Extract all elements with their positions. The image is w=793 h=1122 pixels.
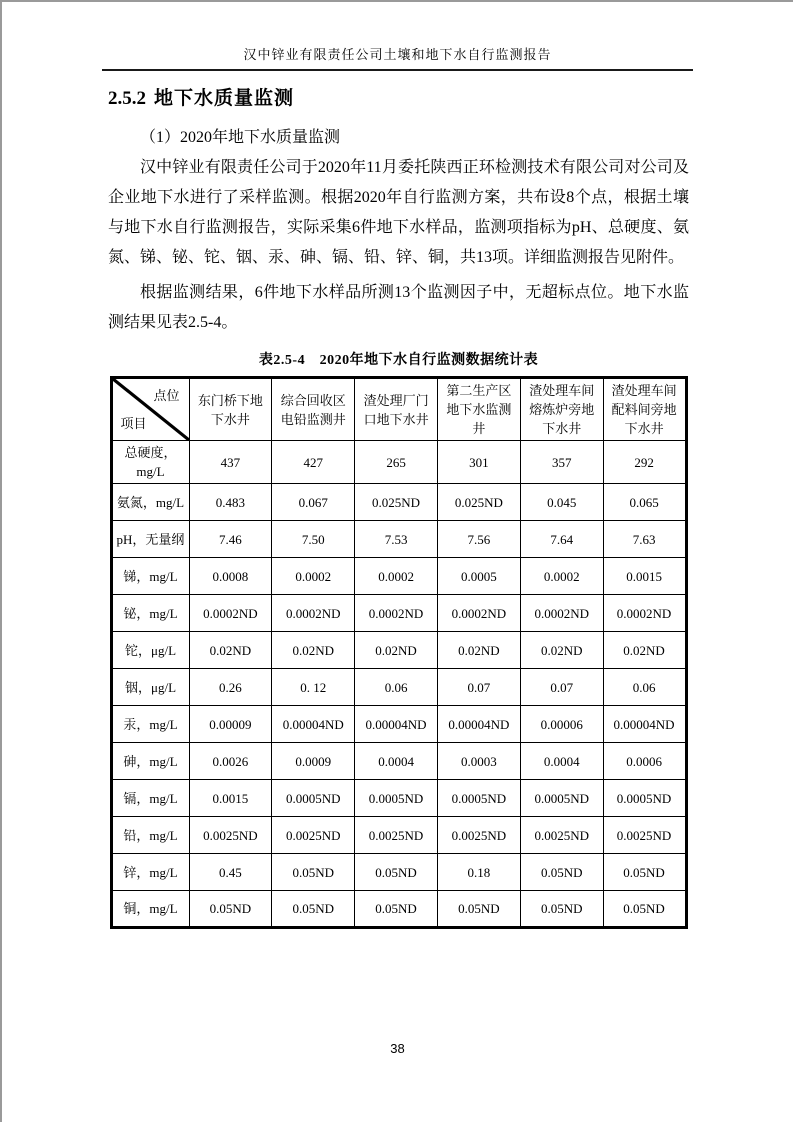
corner-label-point: 点位 xyxy=(153,388,180,403)
data-cell: 7.63 xyxy=(603,521,686,558)
data-cell: 0.00006 xyxy=(520,706,603,743)
table-row xyxy=(111,632,686,669)
data-cell: 0.0025ND xyxy=(189,817,272,854)
data-cell: 0.0002ND xyxy=(355,595,438,632)
data-cell: 0.02ND xyxy=(437,632,520,669)
column-header: 东门桥下地下水井 xyxy=(189,378,272,441)
row-label: 铅，mg/L xyxy=(111,817,189,854)
data-cell: 0.02ND xyxy=(272,632,355,669)
page-number: 38 xyxy=(390,1041,405,1056)
monitoring-table xyxy=(110,376,688,929)
paragraph-2: 根据监测结果，6件地下水样品所测13个监测因子中，无超标点位。地下水监测结果见表2.5-4。 xyxy=(108,284,689,331)
data-cell: 0.0008 xyxy=(189,558,272,595)
table-row xyxy=(111,817,686,854)
data-cell: 0.0026 xyxy=(189,743,272,780)
row-label: 铜，mg/L xyxy=(111,891,189,928)
data-cell: 0.05ND xyxy=(520,854,603,891)
data-cell: 0.02ND xyxy=(355,632,438,669)
data-cell: 0.02ND xyxy=(520,632,603,669)
data-cell: 0. 12 xyxy=(272,669,355,706)
data-cell: 0.05ND xyxy=(272,891,355,928)
corner-cell xyxy=(111,378,189,441)
section-heading xyxy=(108,86,689,112)
table-caption: 表2.5-4 2020年地下水自行监测数据统计表 xyxy=(258,353,539,368)
document-body xyxy=(2,86,793,929)
section-number: 2.5.2 xyxy=(108,88,146,109)
data-cell: 0.07 xyxy=(437,669,520,706)
row-label: 总硬度，mg/L xyxy=(111,441,189,484)
data-cell: 0.0002ND xyxy=(520,595,603,632)
data-cell: 0.00004ND xyxy=(437,706,520,743)
table-row xyxy=(111,706,686,743)
page-header-title: 汉中锌业有限责任公司土壤和地下水自行监测报告 xyxy=(243,47,552,62)
corner-label-item: 项目 xyxy=(120,416,147,431)
table-row xyxy=(111,441,686,484)
data-cell: 0.0025ND xyxy=(272,817,355,854)
row-label: 铋，mg/L xyxy=(111,595,189,632)
section-title: 地下水质量监测 xyxy=(154,88,295,109)
table-row xyxy=(111,743,686,780)
data-cell: 0.0025ND xyxy=(437,817,520,854)
data-cell: 0.02ND xyxy=(603,632,686,669)
data-cell: 0.0002ND xyxy=(272,595,355,632)
data-cell: 0.0005ND xyxy=(355,780,438,817)
data-cell: 0.0002 xyxy=(272,558,355,595)
data-cell: 301 xyxy=(437,441,520,484)
row-label: 铊，μg/L xyxy=(111,632,189,669)
data-cell: 0.483 xyxy=(189,484,272,521)
column-header: 第二生产区地下水监测井 xyxy=(437,378,520,441)
data-cell: 0.0004 xyxy=(355,743,438,780)
data-cell: 0.02ND xyxy=(189,632,272,669)
data-cell: 0.00004ND xyxy=(603,706,686,743)
data-cell: 7.50 xyxy=(272,521,355,558)
data-cell: 0.067 xyxy=(272,484,355,521)
data-cell: 357 xyxy=(520,441,603,484)
table-header-row xyxy=(111,378,686,441)
data-cell: 0.0005ND xyxy=(520,780,603,817)
data-cell: 7.64 xyxy=(520,521,603,558)
data-cell: 0.025ND xyxy=(355,484,438,521)
data-cell: 0.05ND xyxy=(355,891,438,928)
data-cell: 0.0002ND xyxy=(437,595,520,632)
data-cell: 0.045 xyxy=(520,484,603,521)
row-label: 砷，mg/L xyxy=(111,743,189,780)
table-row xyxy=(111,669,686,706)
table-row xyxy=(111,595,686,632)
data-cell: 0.0005 xyxy=(437,558,520,595)
table-row xyxy=(111,558,686,595)
data-cell: 0.05ND xyxy=(355,854,438,891)
data-cell: 7.46 xyxy=(189,521,272,558)
data-cell: 0.0006 xyxy=(603,743,686,780)
data-cell: 0.0015 xyxy=(189,780,272,817)
table-row xyxy=(111,891,686,928)
table-row xyxy=(111,780,686,817)
data-cell: 0.0009 xyxy=(272,743,355,780)
data-cell: 0.05ND xyxy=(189,891,272,928)
data-cell: 0.18 xyxy=(437,854,520,891)
data-cell: 0.07 xyxy=(520,669,603,706)
data-cell: 0.05ND xyxy=(272,854,355,891)
data-cell: 0.05ND xyxy=(603,891,686,928)
data-cell: 292 xyxy=(603,441,686,484)
data-cell: 0.0004 xyxy=(520,743,603,780)
row-label: 汞，mg/L xyxy=(111,706,189,743)
table-row xyxy=(111,521,686,558)
data-cell: 0.065 xyxy=(603,484,686,521)
data-cell: 0.05ND xyxy=(520,891,603,928)
data-cell: 0.45 xyxy=(189,854,272,891)
data-cell: 427 xyxy=(272,441,355,484)
row-label: 镉，mg/L xyxy=(111,780,189,817)
paragraph-1: 汉中锌业有限责任公司于2020年11月委托陕西正环检测技术有限公司对公司及企业地下水进行了采样监测。根据2020年自行监测方案，共布设8个点，根据土壤与地下水自行监测报告，实际采集6件地下水样品，监测项指标为pH、总硬度、氨氮、锑、铋、铊、铟、汞、砷、镉、铅、锌、铜，共13项。详细监测报告见附件。 xyxy=(108,159,689,266)
data-cell: 7.56 xyxy=(437,521,520,558)
data-cell: 0.00009 xyxy=(189,706,272,743)
data-cell: 0.00004ND xyxy=(272,706,355,743)
row-label: 锌，mg/L xyxy=(111,854,189,891)
data-cell: 0.05ND xyxy=(437,891,520,928)
data-cell: 437 xyxy=(189,441,272,484)
data-cell: 265 xyxy=(355,441,438,484)
data-cell: 7.53 xyxy=(355,521,438,558)
row-label: pH，无量纲 xyxy=(111,521,189,558)
data-cell: 0.0002ND xyxy=(189,595,272,632)
data-cell: 0.0025ND xyxy=(355,817,438,854)
data-cell: 0.05ND xyxy=(603,854,686,891)
data-cell: 0.0002ND xyxy=(603,595,686,632)
data-cell: 0.0002 xyxy=(355,558,438,595)
column-header: 渣处理车间熔炼炉旁地下水井 xyxy=(520,378,603,441)
data-cell: 0.0003 xyxy=(437,743,520,780)
data-cell: 0.06 xyxy=(355,669,438,706)
table-row xyxy=(111,484,686,521)
column-header: 渣处理厂门口地下水井 xyxy=(355,378,438,441)
subsection-heading: （1）2020年地下水质量监测 xyxy=(140,129,341,146)
data-cell: 0.0005ND xyxy=(437,780,520,817)
data-cell: 0.0015 xyxy=(603,558,686,595)
data-cell: 0.025ND xyxy=(437,484,520,521)
data-cell: 0.0025ND xyxy=(520,817,603,854)
row-label: 氨氮，mg/L xyxy=(111,484,189,521)
row-label: 锑，mg/L xyxy=(111,558,189,595)
column-header: 综合回收区电铅监测井 xyxy=(272,378,355,441)
data-cell: 0.0005ND xyxy=(272,780,355,817)
data-cell: 0.0002 xyxy=(520,558,603,595)
data-cell: 0.06 xyxy=(603,669,686,706)
table-body xyxy=(111,441,686,928)
data-cell: 0.0005ND xyxy=(603,780,686,817)
data-cell: 0.26 xyxy=(189,669,272,706)
data-cell: 0.0025ND xyxy=(603,817,686,854)
data-cell: 0.00004ND xyxy=(355,706,438,743)
column-header: 渣处理车间配料间旁地下水井 xyxy=(603,378,686,441)
table-row xyxy=(111,854,686,891)
header-divider xyxy=(102,69,693,71)
row-label: 铟，μg/L xyxy=(111,669,189,706)
